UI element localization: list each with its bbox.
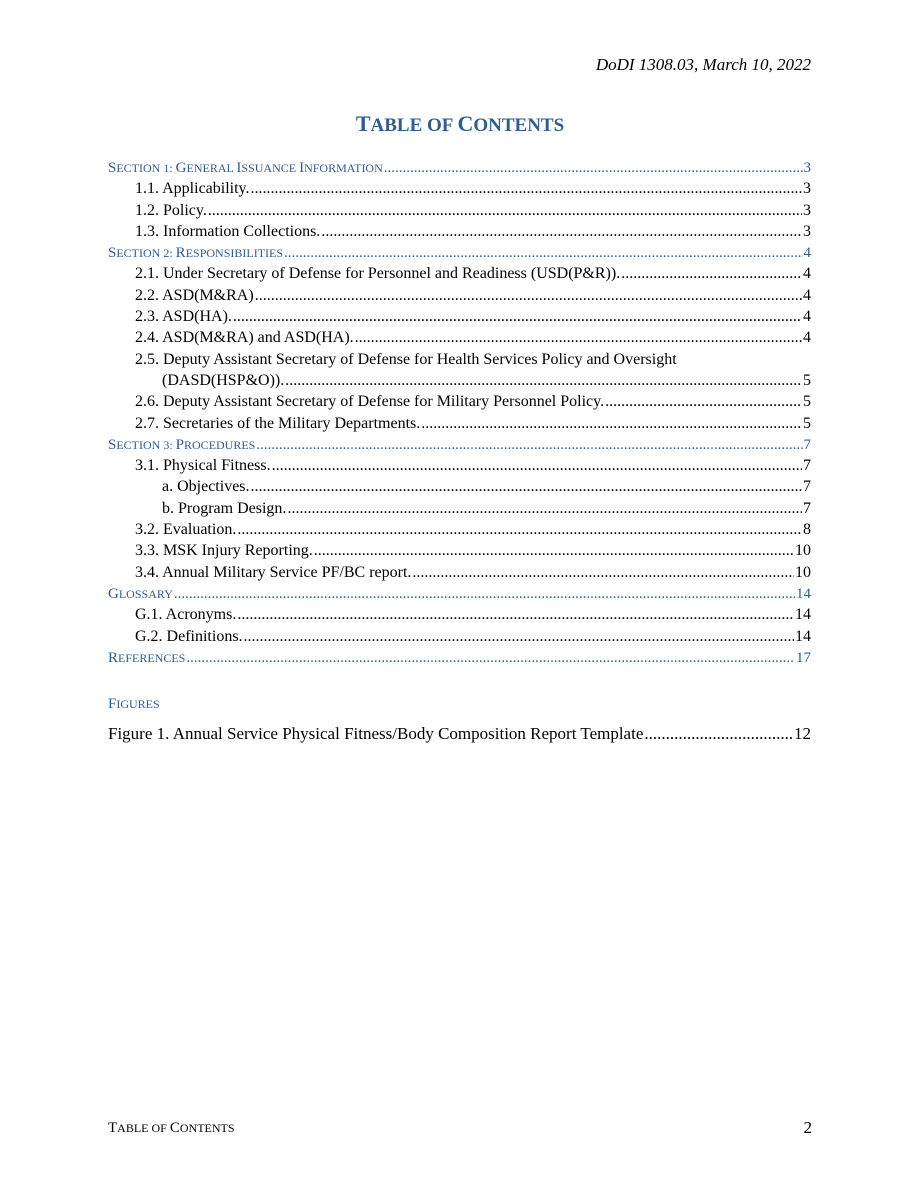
toc-glossary[interactable]: GLOSSARY ..... 14 — [108, 584, 811, 605]
toc-title-rest1: ABLE OF — [370, 115, 458, 136]
footer-section-title: TABLE OF CONTENTS — [108, 1120, 235, 1136]
toc-item-2-7[interactable]: 2.7. Secretaries of the Military Departments. ..... 5 — [108, 414, 811, 435]
toc-item-2-5[interactable]: 2.5. Deputy Assistant Secretary of Defense for Health Services Policy and Oversight — [135, 350, 677, 368]
toc-item-2-6[interactable]: 2.6. Deputy Assistant Secretary of Defense for Military Personnel Policy. ..... 5 — [108, 392, 811, 413]
toc-title — [0, 112, 920, 138]
toc-item-3-4[interactable]: 3.4. Annual Military Service PF/BC report. ..... 10 — [108, 563, 811, 584]
leader-dots — [384, 158, 803, 178]
toc-section-2[interactable]: SECTION 2: RESPONSIBILITIES ..... 4 — [108, 243, 811, 264]
toc-item-2-2[interactable]: 2.2. ASD(M&RA) ..... 4 — [108, 286, 811, 307]
document-header: DoDI 1308.03, March 10, 2022 — [595, 55, 811, 74]
toc-section-1[interactable]: SECTION 1: GENERAL ISSUANCE INFORMATION ..... 3 — [108, 158, 811, 179]
toc-page-number: 3 — [803, 160, 811, 176]
figure-item-1[interactable]: Figure 1. Annual Service Physical Fitness/Body Composition Report Template ..... 12 — [108, 724, 811, 745]
toc-item-3-1[interactable]: 3.1. Physical Fitness. ..... 7 — [108, 456, 811, 477]
toc-title-rest2: ONTENTS — [473, 115, 565, 136]
toc-subitem-3-1-a[interactable]: a. Objectives. ..... 7 — [108, 477, 811, 498]
toc-item-1-2[interactable]: 1.2. Policy. ..... 3 — [108, 201, 811, 222]
toc-item-2-5-cont[interactable]: (DASD(HSP&O)). ..... 5 — [108, 371, 811, 392]
footer-page-number: 2 — [803, 1118, 812, 1137]
figures-heading: FIGURES — [108, 696, 160, 712]
toc-item-2-1[interactable]: 2.1. Under Secretary of Defense for Personnel and Readiness (USD(P&R)). ..... 4 — [108, 264, 811, 285]
toc-item-2-3[interactable]: 2.3. ASD(HA). ..... 4 — [108, 307, 811, 328]
toc-item-3-2[interactable]: 3.2. Evaluation. ..... 8 — [108, 520, 811, 541]
figures-list — [108, 724, 811, 745]
toc-title-cap1: T — [355, 111, 371, 136]
toc-list — [108, 158, 811, 669]
toc-section-3[interactable]: SECTION 3: PROCEDURES ..... 7 — [108, 435, 811, 456]
toc-item-1-3[interactable]: 1.3. Information Collections. ..... 3 — [108, 222, 811, 243]
toc-item-2-4[interactable]: 2.4. ASD(M&RA) and ASD(HA). ..... 4 — [108, 328, 811, 349]
toc-item-1-1[interactable]: 1.1. Applicability. ..... 3 — [108, 179, 811, 200]
toc-title-cap2: C — [457, 111, 474, 136]
toc-item-g-2[interactable]: G.2. Definitions. ..... 14 — [108, 627, 811, 648]
toc-item-3-3[interactable]: 3.3. MSK Injury Reporting. ..... 10 — [108, 541, 811, 562]
toc-item-g-1[interactable]: G.1. Acronyms. ..... 14 — [108, 605, 811, 626]
toc-references[interactable]: REFERENCES ..... 17 — [108, 648, 811, 669]
toc-subitem-3-1-b[interactable]: b. Program Design. ..... 7 — [108, 499, 811, 520]
